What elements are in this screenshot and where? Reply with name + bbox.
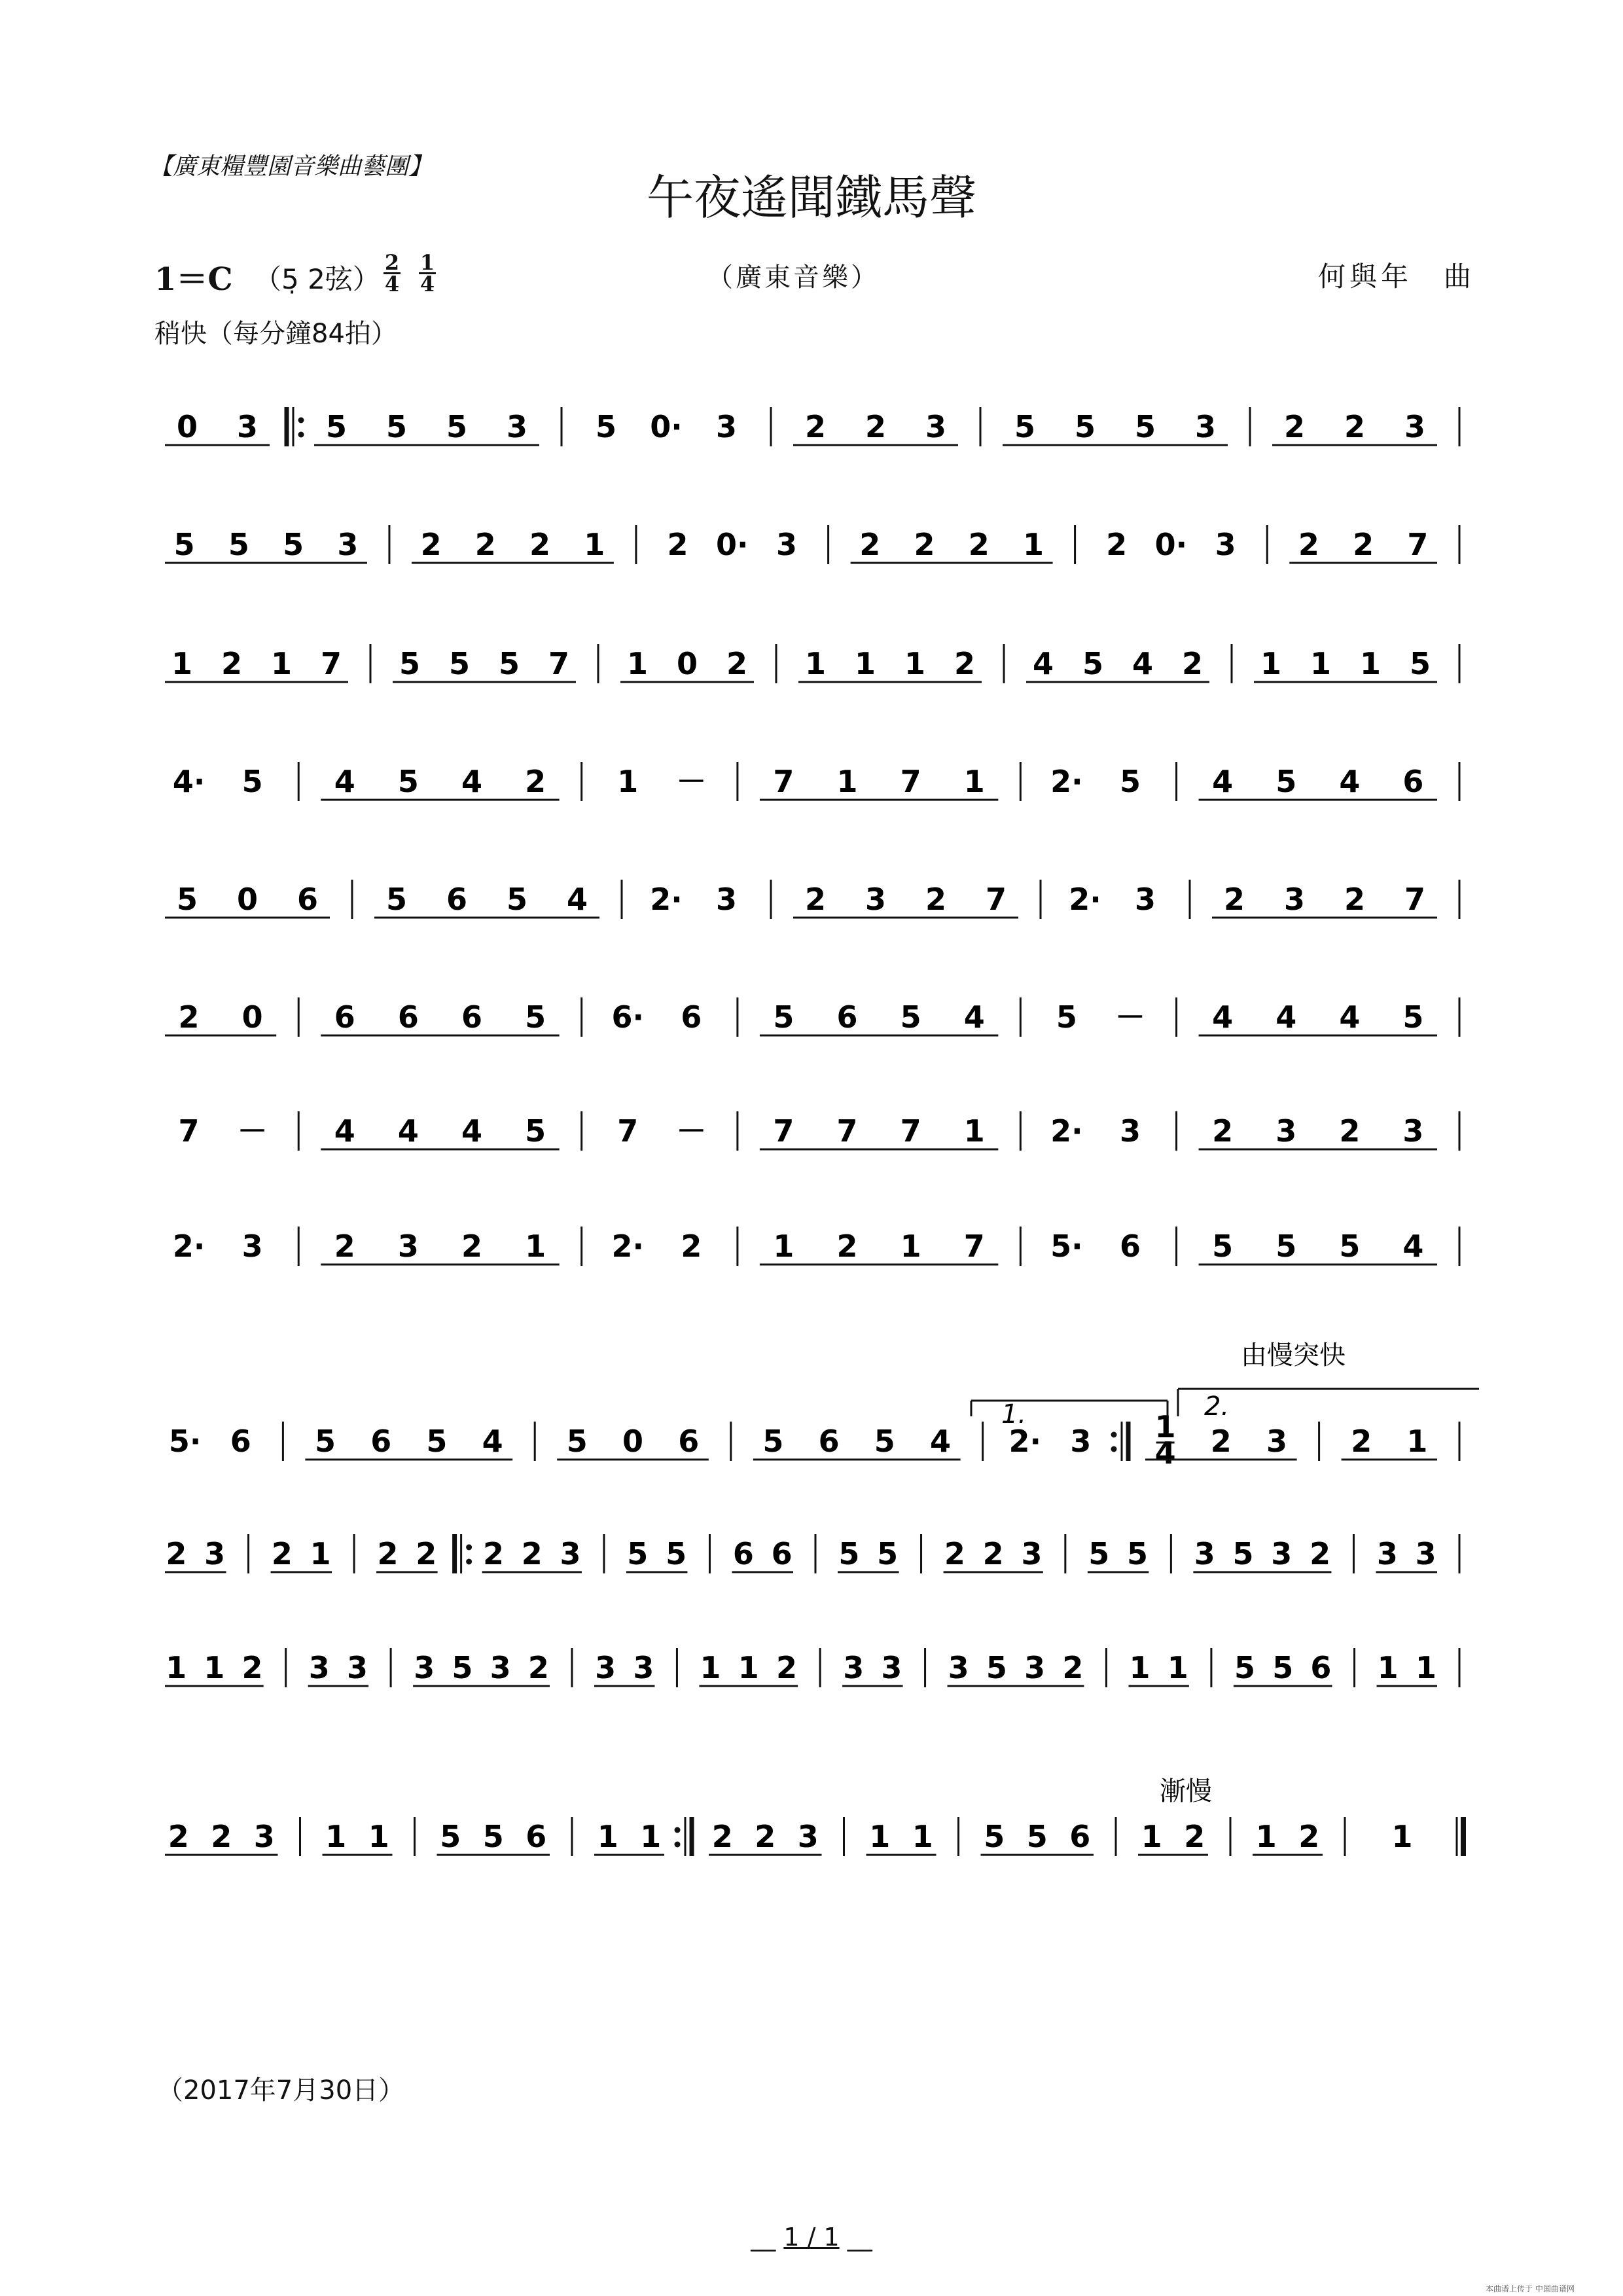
note: 1	[1141, 1819, 1162, 1854]
note: 4	[566, 882, 588, 917]
dash-extension: －	[676, 764, 707, 799]
note: 5	[1409, 646, 1431, 681]
troupe-name: 【廣東糧豐園音樂曲藝團】	[149, 153, 433, 180]
note: 2·	[1008, 1424, 1041, 1459]
note: 3	[881, 1650, 902, 1685]
note: 3	[1134, 882, 1156, 917]
note: 1	[1310, 646, 1332, 681]
note: 5	[566, 1424, 588, 1459]
note: 2	[865, 409, 887, 444]
note: 2	[482, 1536, 505, 1571]
dash-extension: －	[676, 1113, 707, 1149]
note: 2	[1283, 409, 1306, 444]
note: 2	[377, 1536, 399, 1571]
note: 2	[1181, 646, 1204, 681]
note: 0	[676, 646, 698, 681]
note: 1	[1167, 1650, 1188, 1685]
note: 5	[1056, 999, 1077, 1035]
note: 6	[230, 1424, 251, 1459]
note: 2	[461, 1229, 483, 1264]
note: 1	[912, 1819, 933, 1854]
note: 2	[1223, 882, 1245, 917]
note: 1	[584, 527, 605, 562]
note: 2·	[650, 882, 683, 917]
note: 5	[482, 1819, 504, 1854]
note: 0	[622, 1424, 644, 1459]
note: 1	[640, 1819, 662, 1854]
note: 7	[773, 764, 794, 799]
note: 2	[166, 1536, 187, 1571]
note: 5	[1126, 1536, 1149, 1571]
note: 4	[461, 764, 483, 799]
note: 2	[681, 1229, 702, 1264]
note: 1	[1359, 646, 1382, 681]
note: 1	[963, 1113, 985, 1149]
note: 1	[738, 1650, 759, 1685]
note: 2	[334, 1229, 355, 1264]
note: 6	[681, 999, 702, 1035]
note: 5	[627, 1536, 649, 1571]
note: 6	[1119, 1229, 1141, 1264]
note: 1	[166, 1650, 187, 1685]
note: 2	[168, 1819, 189, 1854]
note: 5	[1275, 1229, 1297, 1264]
note: 2	[521, 1536, 543, 1571]
note: 1	[597, 1819, 618, 1854]
note: 4	[397, 1113, 419, 1149]
note: 3	[1271, 1536, 1293, 1571]
note: 2	[416, 1536, 437, 1571]
note: 7	[900, 1113, 921, 1149]
note: 7	[320, 646, 342, 681]
note: 5	[325, 409, 348, 444]
note: 0	[236, 882, 259, 917]
note: 5	[1275, 764, 1297, 799]
note: 1	[773, 1229, 794, 1264]
note: 3	[337, 527, 359, 562]
note: 3	[397, 1229, 419, 1264]
tempo-change-label: 由慢突快	[1241, 1340, 1346, 1371]
note: 5	[1014, 409, 1036, 444]
date-stamp: （2017年7月30日）	[157, 2075, 405, 2106]
note: 5	[173, 527, 195, 562]
note: 2	[211, 1819, 232, 1854]
note: 4	[482, 1424, 503, 1459]
note: 3	[797, 1819, 819, 1854]
note: 1	[854, 646, 876, 681]
tuning-label: （5̣ 2弦）	[254, 263, 380, 295]
repeat-dot	[298, 418, 304, 423]
note: 1	[900, 1229, 921, 1264]
note: 6	[526, 1819, 547, 1854]
repeat-dot	[675, 1827, 681, 1833]
tempo-marking: 稍快（每分鐘84拍）	[154, 319, 397, 349]
note: 4	[334, 764, 355, 799]
note: 7	[1407, 527, 1429, 562]
note: 5	[874, 1424, 895, 1459]
note: 1	[1377, 1650, 1399, 1685]
note: 2	[1351, 1424, 1372, 1459]
note: 2	[836, 1229, 858, 1264]
note: 1	[1260, 646, 1282, 681]
note: 2	[241, 1650, 263, 1685]
note: 6	[296, 882, 319, 917]
note: 5	[1232, 1536, 1254, 1571]
note: 6·	[611, 999, 644, 1035]
note: 7	[178, 1113, 200, 1149]
note: 6	[678, 1424, 700, 1459]
note: 5	[448, 646, 471, 681]
note: 5	[1026, 1819, 1048, 1854]
composer-credit: 何與年 曲	[1318, 260, 1476, 293]
note: 2	[1353, 527, 1374, 562]
genre-label: （廣東音樂）	[707, 262, 880, 293]
note: 5	[1088, 1536, 1110, 1571]
volta-2-label: 2.	[1204, 1391, 1230, 1422]
note: 2	[711, 1819, 733, 1854]
time-signature-1-4: 1 4	[419, 250, 435, 296]
note: 5	[176, 882, 198, 917]
note: 4	[1132, 646, 1154, 681]
note: 3	[241, 1229, 263, 1264]
note: 5	[1119, 764, 1141, 799]
note: 2·	[611, 1229, 644, 1264]
note: 5	[385, 882, 408, 917]
note: 2	[178, 999, 200, 1035]
note: 5	[525, 999, 546, 1035]
note: 0·	[1154, 527, 1188, 562]
note: 5	[1402, 999, 1424, 1035]
note: 2	[221, 646, 243, 681]
note: 6	[836, 999, 858, 1035]
note: 4	[929, 1424, 952, 1459]
note: 3	[414, 1650, 435, 1685]
note: 3	[843, 1650, 865, 1685]
note: 3	[1283, 882, 1306, 917]
note: 5	[241, 764, 263, 799]
note: 3	[1404, 409, 1426, 444]
note: 3	[253, 1819, 275, 1854]
time-signature-numerator: 1	[1154, 1409, 1176, 1444]
note: 2	[982, 1536, 1004, 1571]
note: 5	[1339, 1229, 1361, 1264]
note: 5	[228, 527, 249, 562]
note: 5	[1074, 409, 1096, 444]
note: 1	[368, 1819, 389, 1854]
note: 1	[700, 1650, 721, 1685]
repeat-dot	[1111, 1432, 1117, 1438]
note: 2	[914, 527, 935, 562]
note: 2	[474, 527, 496, 562]
time-signature-2-4: 2 4	[384, 250, 400, 296]
note: 2	[1106, 527, 1128, 562]
note: 3	[1021, 1536, 1043, 1571]
note: 3	[633, 1650, 654, 1685]
note: 3	[490, 1650, 511, 1685]
note: 2	[1310, 1536, 1331, 1571]
note: 6	[818, 1424, 840, 1459]
note: 2	[944, 1536, 965, 1571]
note: 5	[762, 1424, 784, 1459]
note: 0·	[716, 527, 749, 562]
note: 4	[1339, 764, 1361, 799]
note: 2	[968, 527, 990, 562]
note: 5	[525, 1113, 546, 1149]
note: 1	[525, 1229, 546, 1264]
note: 1	[1255, 1819, 1277, 1854]
note: 3	[1194, 1536, 1215, 1571]
note: 5	[1234, 1650, 1256, 1685]
note: 4	[1032, 646, 1054, 681]
note: 4	[1212, 999, 1234, 1035]
note: 5	[283, 527, 304, 562]
note: 6	[397, 999, 419, 1035]
note: 5	[446, 409, 468, 444]
note: 5	[1082, 646, 1104, 681]
note: 2	[1298, 527, 1319, 562]
note: 4	[1402, 1229, 1424, 1264]
note: 5	[1272, 1650, 1294, 1685]
note: 7	[617, 1113, 639, 1149]
note: 2	[1339, 1113, 1361, 1149]
note: 2	[859, 527, 881, 562]
note: 7	[900, 764, 921, 799]
note: 5	[986, 1650, 1007, 1685]
note: 2	[525, 764, 546, 799]
repeat-dot	[298, 432, 304, 438]
note: 5	[397, 764, 419, 799]
note: 3	[1275, 1113, 1297, 1149]
note: 4	[1212, 764, 1234, 799]
repeat-dot	[466, 1545, 472, 1551]
note: 5	[773, 999, 794, 1035]
note: 0·	[650, 409, 683, 444]
note: 3	[1194, 409, 1217, 444]
note: 5	[838, 1536, 860, 1571]
note: 5	[877, 1536, 899, 1571]
note: 2	[1344, 882, 1366, 917]
note: 3	[1024, 1650, 1046, 1685]
note: 1	[904, 646, 926, 681]
note: 7	[548, 646, 570, 681]
dash-extension: －	[1115, 999, 1145, 1035]
note: 4	[334, 1113, 355, 1149]
note: 1	[310, 1536, 331, 1571]
note: 1	[1406, 1424, 1428, 1459]
note: 1	[869, 1819, 891, 1854]
note: 2	[420, 527, 442, 562]
volta-1-label: 1.	[1001, 1399, 1027, 1429]
note: 1	[804, 646, 827, 681]
note: 6	[1069, 1819, 1091, 1854]
note: 2	[1298, 1819, 1320, 1854]
note: 3	[1402, 1113, 1424, 1149]
note: 2	[804, 882, 827, 917]
note: 2·	[1050, 1113, 1083, 1149]
note: 3	[595, 1650, 616, 1685]
note: 3	[308, 1650, 330, 1685]
time-signature-denominator: 4	[1154, 1435, 1176, 1471]
note: 2	[925, 882, 947, 917]
note: 4·	[172, 764, 205, 799]
note: 3	[715, 882, 738, 917]
note: 6	[370, 1424, 392, 1459]
note: 3	[948, 1650, 969, 1685]
note: 1	[270, 646, 293, 681]
note: 5	[506, 882, 528, 917]
note: 4	[963, 999, 985, 1035]
note: 2	[529, 527, 551, 562]
note: 3	[1119, 1113, 1141, 1149]
note: 4	[461, 1113, 483, 1149]
note: 1	[1391, 1819, 1413, 1854]
note: 3	[776, 527, 798, 562]
note: 2	[776, 1650, 798, 1685]
note: 0	[241, 999, 263, 1035]
note: 2	[271, 1536, 293, 1571]
note: 1	[1022, 527, 1044, 562]
note: 1	[617, 764, 639, 799]
note: 3	[236, 409, 259, 444]
note: 3	[1415, 1536, 1436, 1571]
note: 5	[1212, 1229, 1234, 1264]
note: 1	[171, 646, 193, 681]
dash-extension: －	[237, 1113, 268, 1149]
note: 2	[755, 1819, 776, 1854]
note: 2·	[172, 1229, 205, 1264]
note: 7	[1404, 882, 1426, 917]
note: 6	[1310, 1650, 1332, 1685]
note: 3	[1215, 527, 1236, 562]
note: 1	[626, 646, 649, 681]
note: 0	[176, 409, 198, 444]
note: 1	[1415, 1650, 1436, 1685]
note: 2	[1210, 1424, 1232, 1459]
note: 5	[984, 1819, 1005, 1854]
note: 5	[314, 1424, 336, 1459]
note: 4	[1339, 999, 1361, 1035]
note: 5·	[168, 1424, 202, 1459]
note: 3	[925, 409, 947, 444]
note: 2	[1344, 409, 1366, 444]
note: 5	[900, 999, 921, 1035]
note: 2	[804, 409, 827, 444]
repeat-dot	[466, 1559, 472, 1565]
note: 1	[1129, 1650, 1150, 1685]
note: 5	[426, 1424, 448, 1459]
ritardando-label: 漸慢	[1160, 1776, 1212, 1806]
note: 1	[836, 764, 858, 799]
note: 3	[560, 1536, 581, 1571]
note: 3	[204, 1536, 226, 1571]
note: 2·	[1069, 882, 1101, 917]
watermark: 本曲谱上传于 中国曲谱网	[1486, 2284, 1575, 2293]
note: 3	[506, 409, 528, 444]
page-number: __ 1 / 1 __	[751, 2223, 872, 2251]
note: 3	[346, 1650, 368, 1685]
note: 1	[963, 764, 985, 799]
note: 5	[399, 646, 421, 681]
note: 7	[836, 1113, 858, 1149]
note: 2	[1062, 1650, 1084, 1685]
note: 6	[334, 999, 355, 1035]
note: 3	[715, 409, 738, 444]
repeat-dot	[1111, 1446, 1117, 1452]
note: 7	[963, 1229, 985, 1264]
repeat-dot	[675, 1842, 681, 1848]
note: 5	[498, 646, 520, 681]
note: 4	[1275, 999, 1297, 1035]
note: 6	[771, 1536, 793, 1571]
note: 5	[595, 409, 617, 444]
note: 5·	[1050, 1229, 1083, 1264]
note: 3	[865, 882, 887, 917]
note: 6	[461, 999, 483, 1035]
note: 5	[666, 1536, 687, 1571]
key-signature: 1＝C	[154, 261, 233, 298]
note: 7	[985, 882, 1007, 917]
note: 5	[440, 1819, 461, 1854]
note: 2	[726, 646, 748, 681]
note: 2	[1184, 1819, 1205, 1854]
note: 7	[773, 1113, 794, 1149]
note: 3	[1070, 1424, 1092, 1459]
note: 1	[325, 1819, 347, 1854]
note: 1	[204, 1650, 225, 1685]
note: 2	[527, 1650, 549, 1685]
note: 6	[446, 882, 468, 917]
note: 2·	[1050, 764, 1083, 799]
note: 6	[732, 1536, 754, 1571]
note: 5	[385, 409, 408, 444]
note: 3	[1376, 1536, 1398, 1571]
note: 3	[1266, 1424, 1288, 1459]
note: 2	[954, 646, 976, 681]
note: 5	[452, 1650, 473, 1685]
note: 5	[1134, 409, 1156, 444]
page-title: 午夜遙聞鐵馬聲	[646, 170, 976, 225]
note: 6	[1402, 764, 1424, 799]
note: 2	[1212, 1113, 1234, 1149]
note: 2	[667, 527, 688, 562]
